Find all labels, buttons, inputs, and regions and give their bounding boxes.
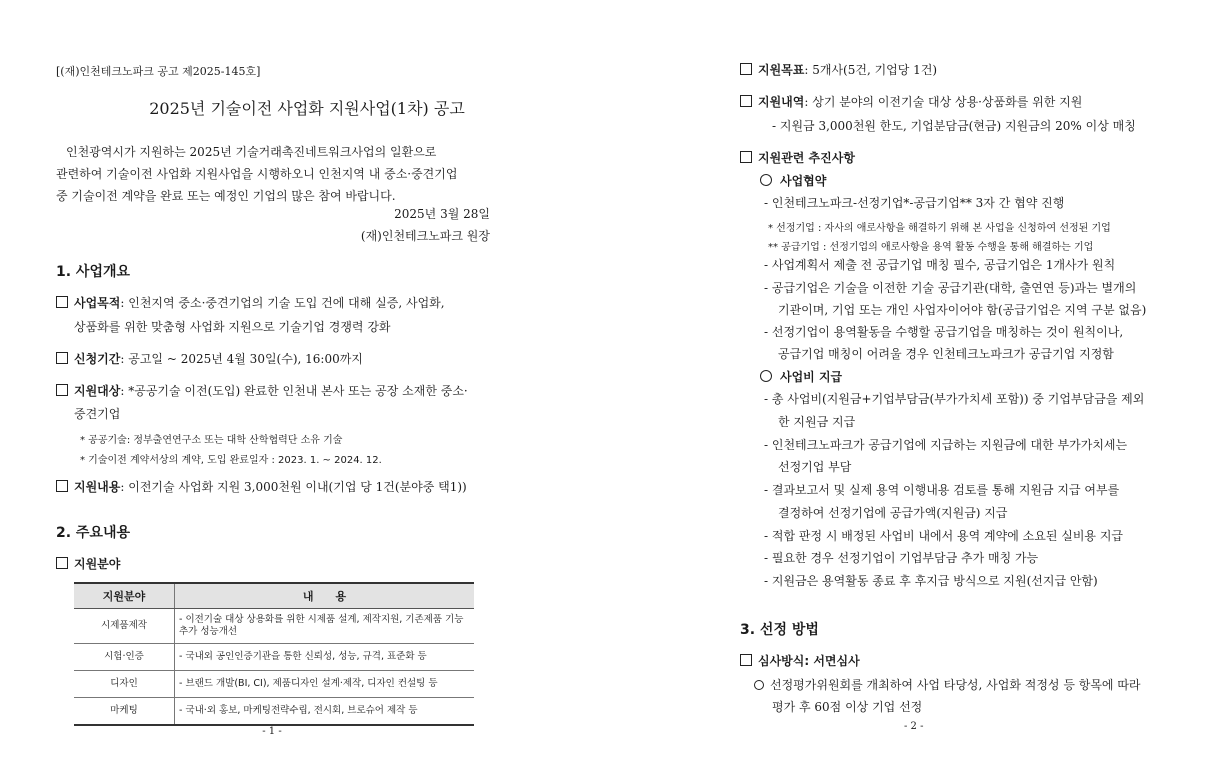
target-note-1: * 공공기술: 정부출연연구소 또는 대학 산학협력단 소유 기술	[80, 435, 343, 446]
review-line	[754, 674, 1141, 696]
checkbox-square-icon	[740, 151, 752, 163]
circle-bullet-icon	[760, 370, 772, 382]
review-text-2: 평가 후 60점 이상 기업 선정	[772, 700, 923, 714]
target-note-2: * 기술이전 계약서상의 계약, 도입 완료일자 : 2023. 1. ~ 2024. 12.	[80, 455, 382, 466]
agreement-line-cont: 기관이며, 기업 또는 개인 사업자이어야 함(공급기업은 지역 구분 없음)	[778, 303, 1147, 317]
payment-line-cont: 한 지원금 지급	[778, 415, 856, 429]
target-item	[56, 380, 468, 402]
section-2-heading: 2. 주요내용	[56, 525, 131, 541]
review-text-1: 선정평가위원회를 개최하여 사업 타당성, 사업화 적정성 등 항목에 따라	[770, 678, 1141, 692]
signer: (재)인천테크노파크 원장	[360, 229, 490, 243]
section-3-heading: 3. 선정 방법	[740, 622, 819, 638]
review-item	[740, 650, 860, 672]
purpose-item	[56, 292, 445, 314]
target-text: : *공공기술 이전(도입) 완료한 인천내 본사 또는 공장 소재한 중소·	[120, 384, 468, 398]
detail-label: 지원내역	[758, 95, 805, 109]
target-label: 지원대상	[74, 384, 121, 398]
checkbox-square-icon	[740, 63, 752, 75]
agreement-line: - 공급기업은 기술을 이전한 기술 공급기관(대학, 출연연 등)과는 별개의	[764, 281, 1137, 295]
table-cell-field: 디자인	[74, 671, 175, 698]
table-cell-content: - 국내외 공인인증기관을 통한 신뢰성, 성능, 규격, 표준화 등	[175, 644, 475, 671]
table-cell-field: 시제품제작	[74, 609, 175, 644]
payment-line: - 총 사업비(지원금+기업부담금(부가가치세 포함)) 중 기업부담금을 제외	[764, 392, 1145, 406]
period-text: : 공고일 ~ 2025년 4월 30일(수), 16:00까지	[120, 352, 363, 366]
table-cell-content: - 브랜드 개발(BI, CI), 제품디자인 설계·제작, 디자인 컨설팅 등	[175, 671, 475, 698]
payment-line: - 결과보고서 및 실제 용역 이행내용 검토를 통해 지원금 지급 여부를	[764, 483, 1120, 497]
table-row	[74, 671, 474, 698]
table-cell-field: 마케팅	[74, 698, 175, 726]
page-number-2: - 2 -	[904, 721, 924, 732]
payment-heading	[760, 366, 842, 388]
target-text-cont: 중견기업	[74, 407, 121, 421]
table-cell-content: - 이전기술 대상 상용화를 위한 시제품 설계, 제작지원, 기존제품 기능 추가 성능개선	[175, 609, 475, 644]
period-item	[56, 348, 363, 370]
detail-sub: - 지원금 3,000천원 한도, 기업분담금(현금) 지원금의 20% 이상 매칭	[772, 119, 1136, 133]
table-header-row	[74, 583, 474, 609]
table-row	[74, 609, 474, 644]
payment-line: - 필요한 경우 선정기업이 기업부담금 추가 매칭 가능	[764, 551, 1039, 565]
page-title: 2025년 기술이전 사업화 지원사업(1차) 공고	[149, 99, 465, 118]
payment-label: 사업비 지급	[780, 370, 843, 384]
checkbox-square-icon	[740, 654, 752, 666]
agreement-line: - 사업계획서 제출 전 공급기업 매칭 필수, 공급기업은 1개사가 원칙	[764, 258, 1116, 272]
checkbox-square-icon	[740, 95, 752, 107]
table-row	[74, 698, 474, 726]
table-cell-field: 시험·인증	[74, 644, 175, 671]
agreement-line: - 선정기업이 용역활동을 수행할 공급기업을 매칭하는 것이 원칙이나,	[764, 325, 1124, 339]
checkbox-square-icon	[56, 384, 68, 396]
agreement-label: 사업협약	[780, 174, 827, 188]
table-header-content: 내 용	[175, 583, 475, 609]
payment-line: - 지원금은 용역활동 종료 후 후지급 방식으로 지원(선지급 안함)	[764, 574, 1098, 588]
agreement-line-cont: 공급기업 매칭이 어려울 경우 인천테크노파크가 공급기업 지정함	[778, 347, 1114, 361]
support-field-table	[74, 582, 474, 726]
intro-line-3: 중 기술이전 계약을 완료 또는 예정인 기업의 많은 참여 바랍니다.	[56, 189, 396, 203]
related-item	[740, 147, 855, 169]
table-cell-content: - 국내·외 홍보, 마케팅전략수립, 전시회, 브로슈어 제작 등	[175, 698, 475, 726]
table-header-field: 지원분야	[74, 583, 175, 609]
agreement-line: - 인천테크노파크-선정기업*-공급기업** 3자 간 협약 진행	[764, 196, 1065, 210]
payment-line-cont: 결정하여 선정기업에 공급가액(지원금) 지급	[778, 506, 1008, 520]
field-item	[56, 553, 120, 575]
related-label: 지원관련 추진사항	[758, 151, 855, 165]
intro-line-1: 인천광역시가 지원하는 2025년 기술거래촉진네트워크사업의 일환으로	[66, 145, 437, 159]
intro-paragraph	[56, 141, 457, 207]
goal-text: : 5개사(5건, 기업당 1건)	[804, 63, 938, 77]
checkbox-square-icon	[56, 352, 68, 364]
announcement-number: [(재)인천테크노파크 공고 제2025-145호]	[56, 65, 261, 78]
agreement-heading	[760, 170, 826, 192]
checkbox-square-icon	[56, 296, 68, 308]
purpose-text: : 인천지역 중소·중견기업의 기술 도입 건에 대해 실증, 사업화,	[120, 296, 445, 310]
goal-item	[740, 59, 937, 81]
content-text: : 이전기술 사업화 지원 3,000천원 이내(기업 당 1건(분야중 택1))	[120, 480, 467, 494]
circle-bullet-icon	[754, 680, 764, 690]
detail-text: : 상기 분야의 이전기술 대상 상용·상품화를 위한 지원	[804, 95, 1083, 109]
purpose-text-cont: 상품화를 위한 맞춤형 사업화 지원으로 기술기업 경쟁력 강화	[74, 320, 391, 334]
field-label: 지원분야	[74, 557, 121, 571]
detail-item	[740, 91, 1082, 113]
goal-label: 지원목표	[758, 63, 805, 77]
announcement-date: 2025년 3월 28일	[394, 207, 490, 221]
content-item	[56, 476, 467, 498]
review-label: 심사방식: 서면심사	[758, 654, 860, 668]
section-1-heading: 1. 사업개요	[56, 264, 131, 280]
agreement-note-1: * 선정기업 : 자사의 애로사항을 해결하기 위해 본 사업을 신청하여 선정된 기업	[768, 223, 1111, 234]
agreement-note-2: ** 공급기업 : 선정기업의 애로사항을 용역 활동 수행을 통해 해결하는 기업	[768, 242, 1094, 253]
intro-line-2: 관련하여 기술이전 사업화 지원사업을 시행하오니 인천지역 내 중소·중견기업	[56, 167, 458, 181]
table-row	[74, 644, 474, 671]
page-2	[614, 0, 1228, 768]
payment-line: - 인천테크노파크가 공급기업에 지급하는 지원금에 대한 부가가치세는	[764, 438, 1128, 452]
checkbox-square-icon	[56, 480, 68, 492]
circle-bullet-icon	[760, 174, 772, 186]
page-number-1: - 1 -	[262, 726, 282, 737]
checkbox-square-icon	[56, 557, 68, 569]
payment-line: - 적합 판정 시 배정된 사업비 내에서 용역 계약에 소요된 실비용 지급	[764, 529, 1123, 543]
content-label: 지원내용	[74, 480, 121, 494]
period-label: 신청기간	[74, 352, 121, 366]
purpose-label: 사업목적	[74, 296, 121, 310]
payment-line-cont: 선정기업 부담	[778, 460, 852, 474]
